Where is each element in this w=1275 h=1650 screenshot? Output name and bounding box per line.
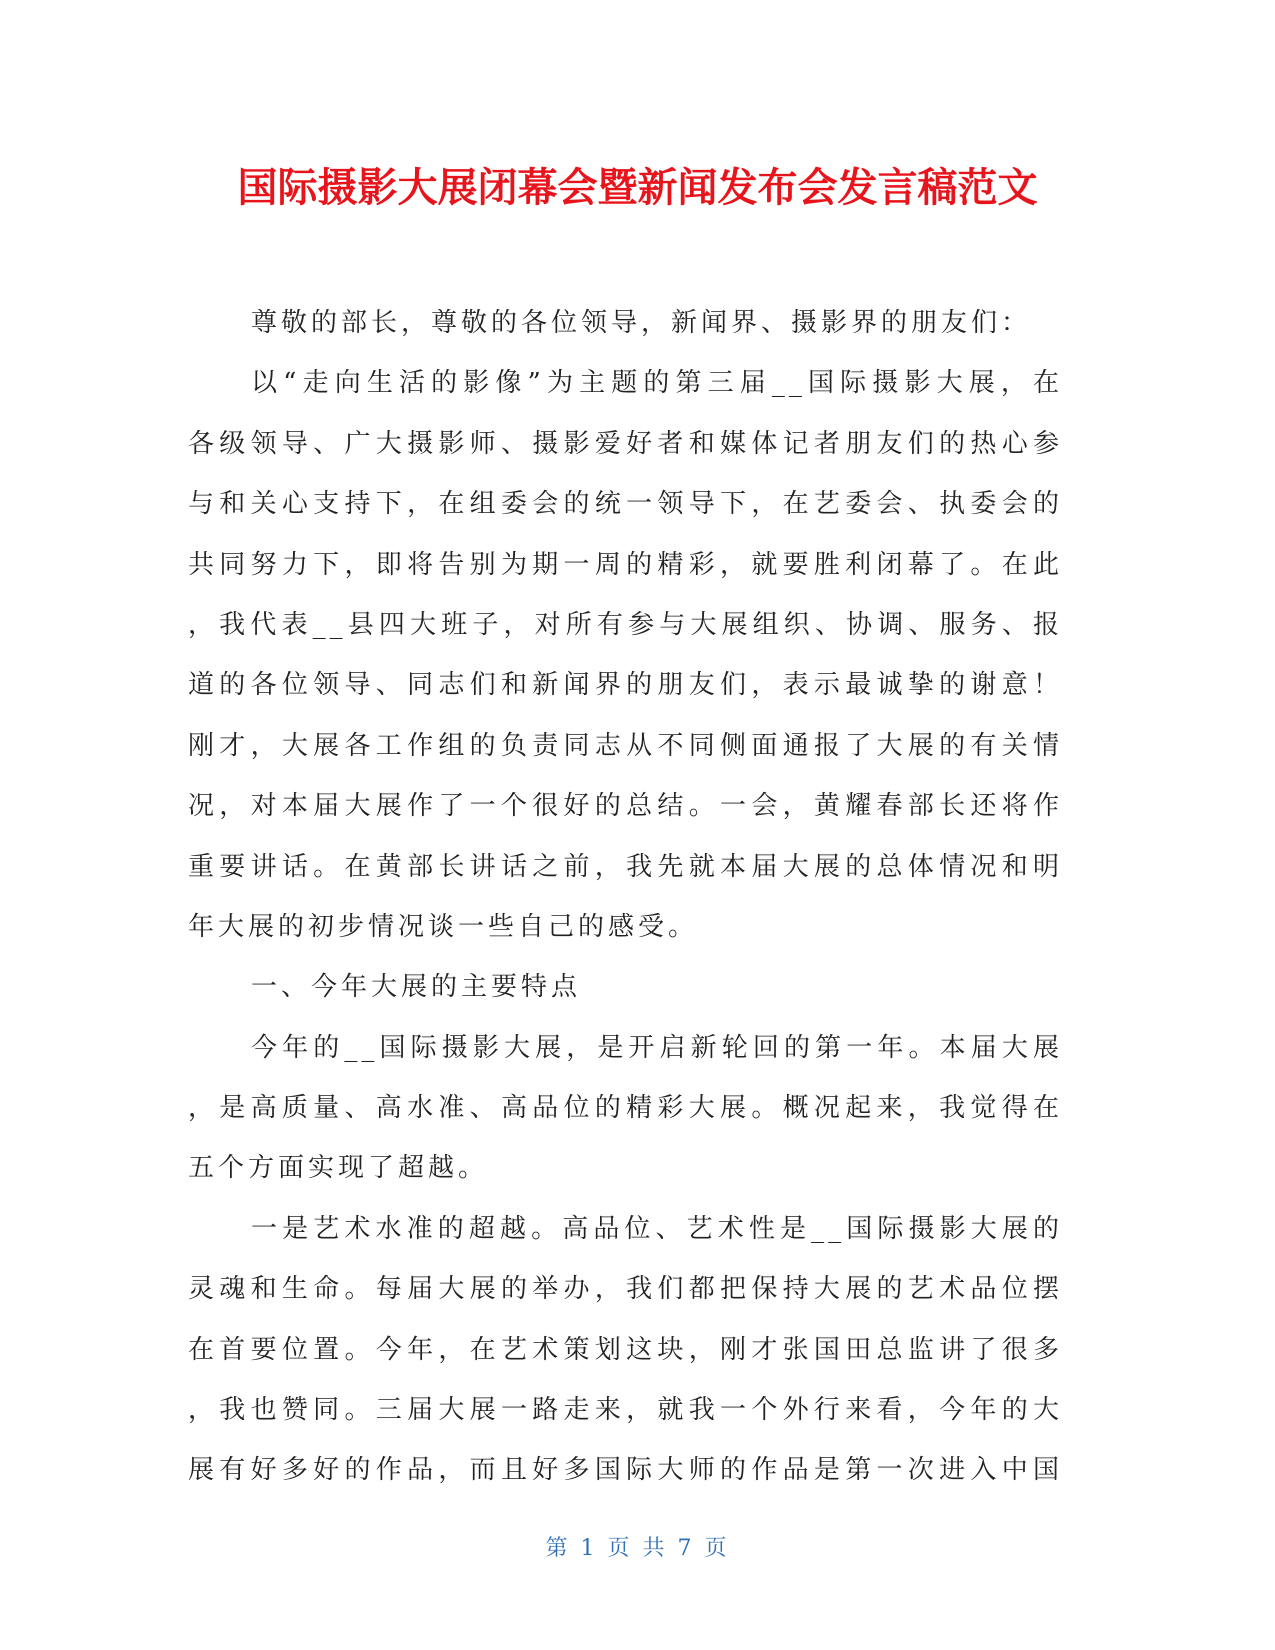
text-line: 况，对本届大展作了一个很好的总结。一会，黄耀春部长还将作 xyxy=(188,791,1063,822)
text-line: 道的各位领导、同志们和新闻界的朋友们，表示最诚挚的谢意！ xyxy=(188,670,1063,701)
document-body xyxy=(188,293,1063,1501)
text-line: 今年的__国际摄影大展，是开启新轮回的第一年。本届大展 xyxy=(251,1032,1063,1063)
text-line: 刚才，大展各工作组的负责同志从不同侧面通报了大展的有关情 xyxy=(188,730,1063,761)
document-title: 国际摄影大展闭幕会暨新闻发布会发言稿范文 xyxy=(237,165,1038,211)
text-line: 灵魂和生命。每届大展的举办，我们都把保持大展的艺术品位摆 xyxy=(188,1274,1063,1305)
text-line: 一是艺术水准的超越。高品位、艺术性是__国际摄影大展的 xyxy=(251,1213,1063,1244)
text-line: 与和关心支持下，在组委会的统一领导下，在艺委会、执委会的 xyxy=(188,489,1063,520)
text-line: 五个方面实现了超越。 xyxy=(188,1153,489,1184)
text-line: 一、今年大展的主要特点 xyxy=(251,972,582,1003)
page-number-footer: 第 1 页 共 7 页 xyxy=(545,1536,730,1561)
text-line: 共同努力下，即将告别为期一周的精彩，就要胜利闭幕了。在此 xyxy=(188,549,1063,580)
text-line: 各级领导、广大摄影师、摄影爱好者和媒体记者朋友们的热心参 xyxy=(188,428,1063,459)
text-line: ，是高质量、高水准、高品位的精彩大展。概况起来，我觉得在 xyxy=(188,1093,1063,1124)
text-line: 重要讲话。在黄部长讲话之前，我先就本届大展的总体情况和明 xyxy=(188,851,1063,882)
text-line: 以“走向生活的影像”为主题的第三届__国际摄影大展，在 xyxy=(251,368,1063,399)
text-line: ，我代表__县四大班子，对所有参与大展组织、协调、服务、报 xyxy=(188,609,1063,640)
text-line: 展有好多好的作品，而且好多国际大师的作品是第一次进入中国 xyxy=(188,1455,1063,1486)
text-line: 在首要位置。今年，在艺术策划这块，刚才张国田总监讲了很多 xyxy=(188,1334,1063,1365)
text-line: 年大展的初步情况谈一些自己的感受。 xyxy=(188,911,699,942)
text-line: 尊敬的部长，尊敬的各位领导，新闻界、摄影界的朋友们： xyxy=(251,308,1032,338)
text-line: ，我也赞同。三届大展一路走来，就我一个外行来看，今年的大 xyxy=(188,1395,1063,1426)
